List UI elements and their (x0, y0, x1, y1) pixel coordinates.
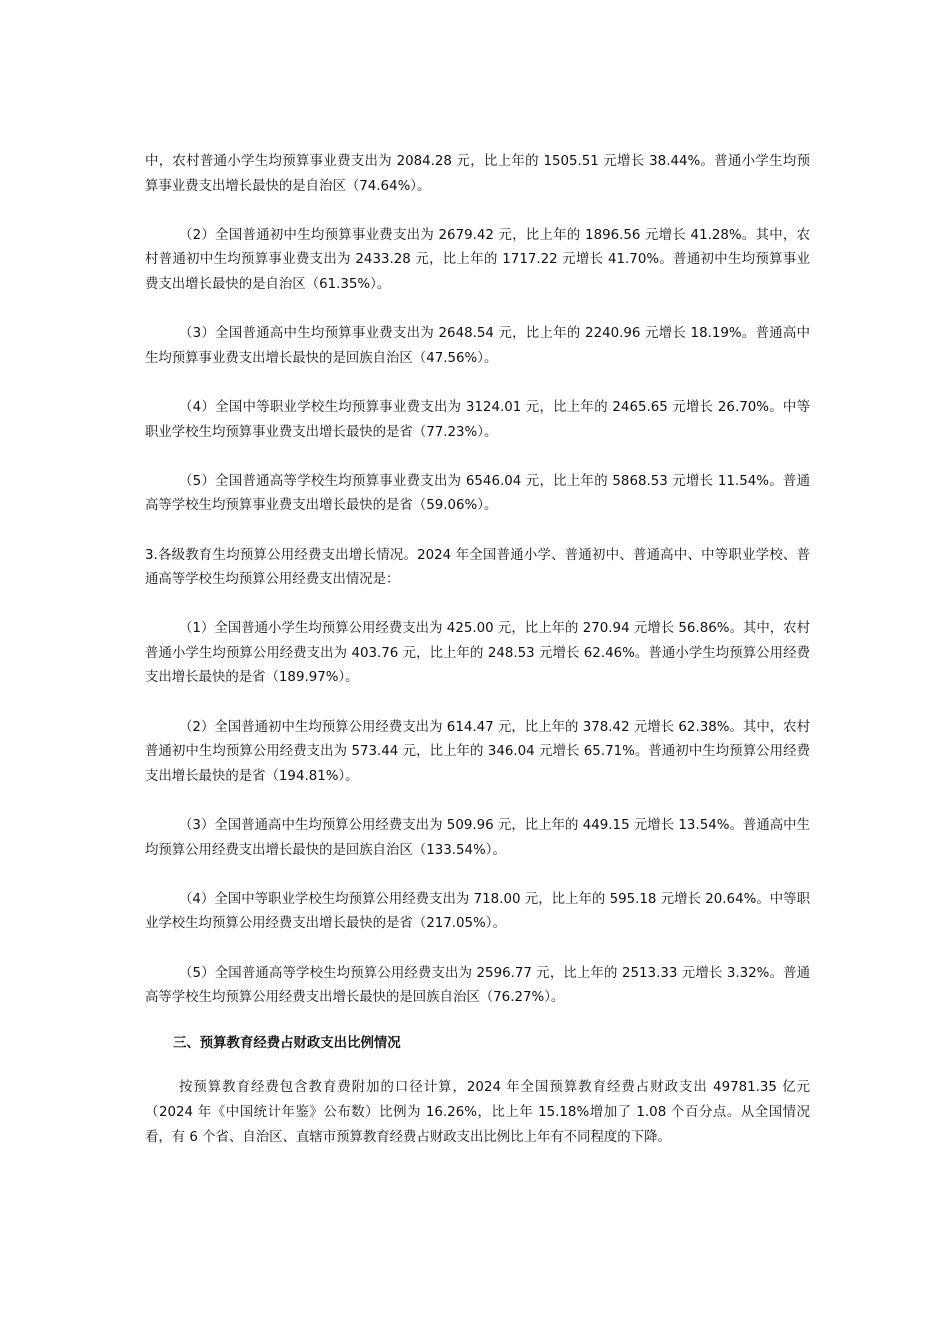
paragraph-fiscal-ratio: 按预算教育经费包含教育费附加的口径计算，2024 年全国预算教育经费占财政支出 49781.35 亿元（2024 年《中国统计年鉴》公布数）比例为 16.26%，比上年 15.18%增加了 1.08 个百分点。从全国情况看，有 6 个省、自治区、直辖市预算教育经费占财政支出比例比上年有不同程度的下降。 (145, 1080, 810, 1145)
document-body (145, 150, 810, 1150)
paragraph-senior-high-expense: （3）全国普通高中生均预算事业费支出为 2648.54 元，比上年的 2240.96 元增长 18.19%。普通高中生均预算事业费支出增长最快的是回族自治区（47.56%）。 (145, 326, 810, 366)
paragraph-junior-middle-public: （2）全国普通初中生均预算公用经费支出为 614.47 元，比上年的 378.42 元增长 62.38%。其中，农村普通初中生均预算公用经费支出为 573.44 元，比上年的 346.04 元增长 65.71%。普通初中生均预算公用经费支出增长最快的是省（194.81%）。 (145, 719, 810, 784)
paragraph-primary-school-expense-cont: 中，农村普通小学生均预算事业费支出为 2084.28 元，比上年的 1505.51 元增长 38.44%。普通小学生均预算事业费支出增长最快的是自治区（74.64%）。 (145, 154, 810, 194)
paragraph-vocational-expense: （4）全国中等职业学校生均预算事业费支出为 3124.01 元，比上年的 2465.65 元增长 26.70%。中等职业学校生均预算事业费支出增长最快的是省（77.23%）。 (145, 399, 810, 440)
paragraph-primary-school-public: （1）全国普通小学生均预算公用经费支出为 425.00 元，比上年的 270.94 元增长 56.86%。其中，农村普通小学生均预算公用经费支出为 403.76 元，比上年的 248.53 元增长 62.46%。普通小学生均预算公用经费支出增长最快的是省（189.97%）。 (145, 621, 810, 686)
paragraph-higher-education-public: （5）全国普通高等学校生均预算公用经费支出为 2596.77 元，比上年的 2513.33 元增长 3.32%。普通高等学校生均预算公用经费支出增长最快的是回族自治区（76.27%）。 (145, 965, 810, 1006)
paragraph-higher-education-expense: （5）全国普通高等学校生均预算事业费支出为 6546.04 元，比上年的 5868.53 元增长 11.54%。普通高等学校生均预算事业费支出增长最快的是省（59.06%）。 (145, 473, 810, 514)
section-heading: 三、预算教育经费占财政支出比例情况 (173, 1035, 401, 1051)
paragraph-section-3-public-funds: 3.各级教育生均预算公用经费支出增长情况。2024 年全国普通小学、普通初中、普通高中、中等职业学校、普通高等学校生均预算公用经费支出情况是： (145, 547, 810, 588)
paragraph-vocational-public: （4）全国中等职业学校生均预算公用经费支出为 718.00 元，比上年的 595.18 元增长 20.64%。中等职业学校生均预算公用经费支出增长最快的是省（217.05%）。 (145, 891, 810, 932)
paragraph-junior-middle-expense: （2）全国普通初中生均预算事业费支出为 2679.42 元，比上年的 1896.56 元增长 41.28%。其中，农村普通初中生均预算事业费支出为 2433.28 元，比上年的 1717.22 元增长 41.70%。普通初中生均预算事业费支出增长最快的是自治区（61.35%）。 (145, 227, 810, 292)
paragraph-senior-high-public: （3）全国普通高中生均预算公用经费支出为 509.96 元，比上年的 449.15 元增长 13.54%。普通高中生均预算公用经费支出增长最快的是回族自治区（133.54%）。 (145, 818, 810, 858)
